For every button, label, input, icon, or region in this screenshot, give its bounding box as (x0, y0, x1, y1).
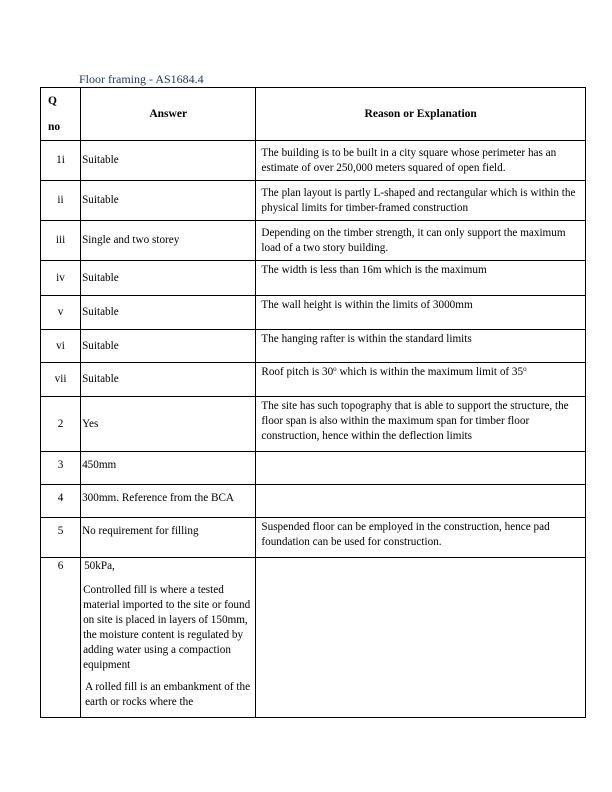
answer-paragraph: 50kPa, (84, 560, 115, 572)
question-number: 1i (41, 141, 81, 181)
table-row (41, 221, 586, 261)
reason-cell: The site has such topography that is able to support the structure, the floor span is also within the maximum span for timber floor construction, hence within the deflection limits (256, 397, 586, 452)
question-number: vi (41, 330, 81, 363)
table-row (41, 518, 586, 558)
answer-paragraph: A rolled fill is an embankment of the earth or rocks where the (85, 681, 251, 708)
reason-cell (256, 485, 586, 518)
answer-cell: Single and two storey (81, 221, 256, 261)
table-header-row (41, 88, 586, 141)
question-number: 3 (41, 452, 81, 485)
answer-cell: Suitable (81, 363, 256, 397)
table-row (41, 141, 586, 181)
header-reason: Reason or Explanation (256, 88, 586, 141)
reason-cell: The hanging rafter is within the standard limits (256, 330, 586, 363)
reason-cell: The wall height is within the limits of 3000mm (256, 296, 586, 330)
answer-cell: Suitable (81, 181, 256, 221)
table-row (41, 363, 586, 397)
question-number: 6 (41, 558, 81, 718)
reason-cell: Roof pitch is 30$^o$ which is within the maximum limit of 35$^o$ (256, 363, 586, 397)
reason-cell (256, 558, 586, 718)
answer-cell: Suitable (81, 141, 256, 181)
question-number: 2 (41, 397, 81, 452)
question-number: v (41, 296, 81, 330)
reason-cell: The building is to be built in a city square whose perimeter has an estimate of over 250,000 meters squared of open field. (256, 141, 586, 181)
table-row (41, 485, 586, 518)
question-number: iv (41, 261, 81, 296)
table-row (41, 261, 586, 296)
question-number: 5 (41, 518, 81, 558)
question-number: ii (41, 181, 81, 221)
question-number: 4 (41, 485, 81, 518)
answer-cell: 300mm. Reference from the BCA (81, 485, 256, 518)
document-heading: Floor framing - AS1684.4 (79, 72, 204, 86)
header-q-no: Q no (41, 88, 81, 141)
table-row (41, 330, 586, 363)
reason-cell: Suspended floor can be employed in the construction, hence pad foundation can be used for construction. (256, 518, 586, 558)
reason-cell: The width is less than 16m which is the maximum (256, 261, 586, 296)
answer-paragraph: Controlled fill is where a tested material imported to the site or found on site is placed in layers of 150mm, the moisture content is regulated by adding water using a compaction equipment (83, 584, 251, 671)
reason-cell: The plan layout is partly L-shaped and rectangular which is within the physical limits for timber-framed construction (256, 181, 586, 221)
table-row (41, 452, 586, 485)
answer-cell: Yes (81, 397, 256, 452)
answer-cell: Suitable (81, 261, 256, 296)
answer-cell: No requirement for filling (81, 518, 256, 558)
reason-cell: Depending on the timber strength, it can only support the maximum load of a two story building. (256, 221, 586, 261)
table-row (41, 397, 586, 452)
table-row (41, 558, 586, 718)
table-row (41, 181, 586, 221)
answer-cell: Suitable (81, 330, 256, 363)
answer-cell: 450mm (81, 452, 256, 485)
table-row (41, 296, 586, 330)
header-answer: Answer (81, 88, 256, 141)
question-number: iii (41, 221, 81, 261)
reason-cell (256, 452, 586, 485)
answer-cell: Suitable (81, 296, 256, 330)
question-number: vii (41, 363, 81, 397)
answer-cell (81, 558, 256, 718)
answers-table (40, 87, 586, 718)
